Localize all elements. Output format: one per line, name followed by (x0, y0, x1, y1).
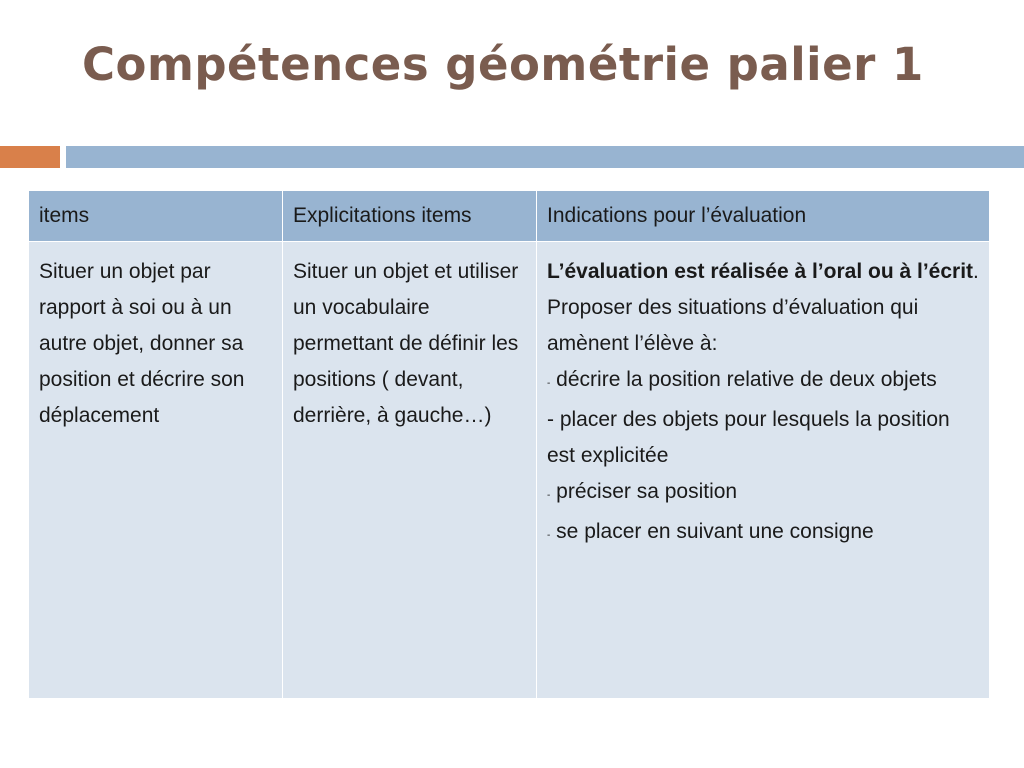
indications-item-2: - placer des objets pour lesquels la position est explicitée (547, 408, 950, 467)
cell-indications (537, 242, 990, 699)
indications-item-1 (547, 362, 979, 402)
table-row (29, 242, 990, 699)
table-header-row (29, 191, 990, 242)
indications-item-4 (547, 514, 979, 554)
bullet-dash: - (547, 490, 551, 501)
cell-items: Situer un objet par rapport à soi ou à un autre objet, donner sa position et décrire son déplacement (29, 242, 283, 699)
bullet-dash: - (547, 530, 551, 541)
indications-item-1-text: décrire la position relative de deux objets (550, 368, 937, 391)
accent-bar-orange (0, 146, 60, 168)
indications-item-4-text: se placer en suivant une consigne (550, 520, 874, 543)
indications-intro (547, 254, 979, 290)
bullet-dash: - (547, 378, 551, 389)
indications-intro-bold: L’évaluation est réalisée à l’oral ou à l’écrit (547, 260, 974, 283)
slide-title: Compétences géométrie palier 1 (82, 38, 924, 91)
accent-bar-blue (66, 146, 1024, 168)
header-indications: Indications pour l’évaluation (537, 191, 990, 242)
indications-item-3 (547, 474, 979, 514)
indications-intro-punct: . (973, 260, 979, 283)
cell-explicitations: Situer un objet et utiliser un vocabulaire permettant de définir les positions ( devant, derrière, à gauche…) (283, 242, 537, 699)
indications-lead: Proposer des situations d’évaluation qui amènent l’élève à: (547, 296, 919, 355)
competences-table (28, 190, 990, 699)
header-explicitations: Explicitations items (283, 191, 537, 242)
indications-item-3-text: préciser sa position (550, 480, 738, 503)
header-items: items (29, 191, 283, 242)
